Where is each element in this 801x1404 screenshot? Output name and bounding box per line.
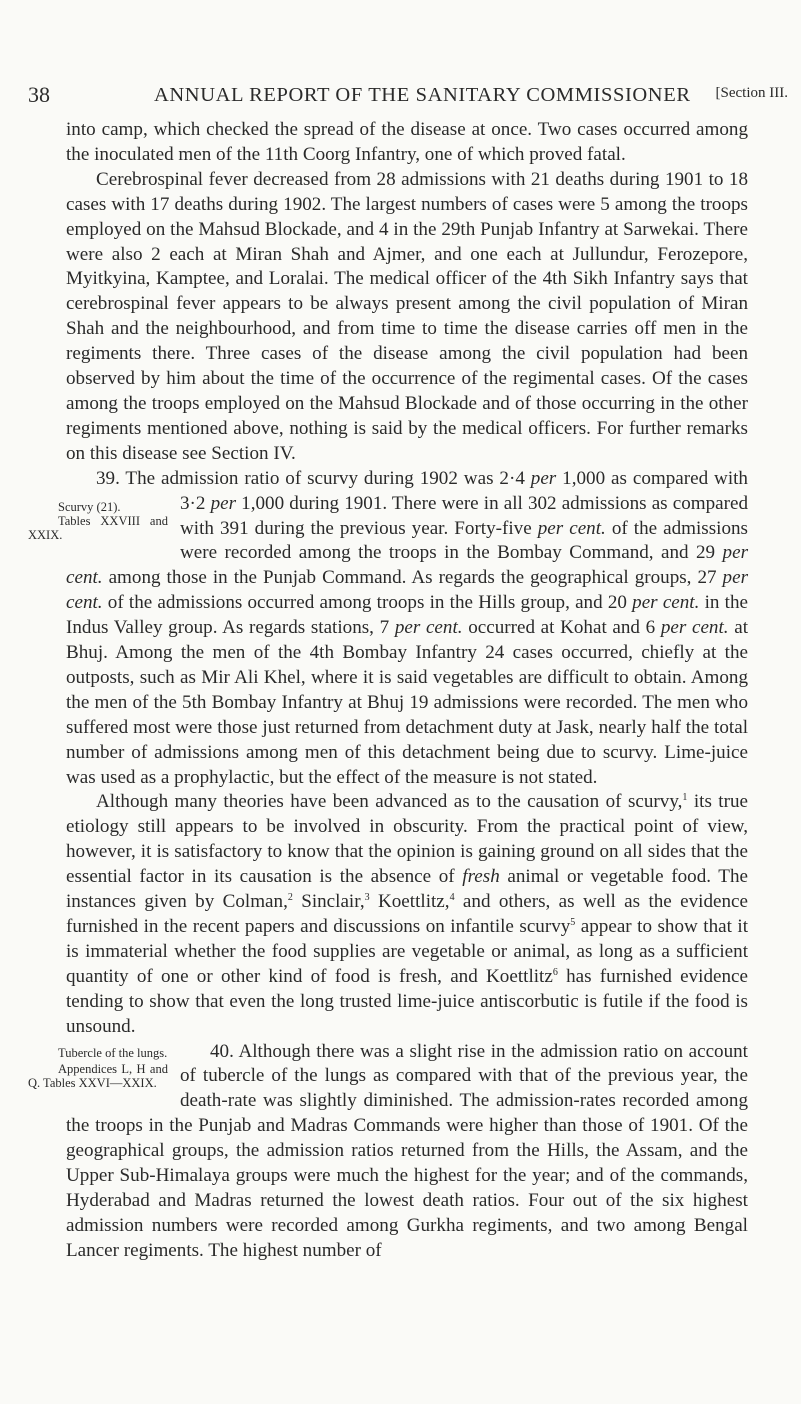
footnote-ref: 2 [287,892,293,904]
paragraph-plague-continued: into camp, which checked the spread of the disease at once. Two cases occurred among the inoculated men of the 11th Coorg Infantry, one of which proved fatal. [66,119,748,165]
margin-note-ref: Tables XXVIII and XXIX. [28,513,168,542]
footnote-ref: 6 [552,966,558,978]
margin-note-scurvy [28,492,168,544]
paragraph-tubercle: Tubercle of the lungs. Appendices L, H and Q. Tables XXVI—XXIX. 40. Although there was a slight rise in the admission ratio on account of tubercle of the lungs as compared with that of the previous year, the death-rate was slightly diminished. The admission-rates recorded among the troops in the Punjab and Madras Commands were higher than those of 1901. Of the geographical groups, the admission ratios returned from the Hills, the Assam, and the Upper Sub-Himalaya groups were much the highest for the year; and of the commands, Hyderabad and Madras returned the lowest death ratios. Four out of the six highest admission numbers were recorded among Gurkha regiments, and two among Bengal Lancer regiments. The highest number of [28,1040,748,1261]
paragraph-scurvy-etiology: Although many theories have been advanced as to the causation of scurvy,$^1$ its true etiology still appears to be involved in obscurity. From the practical point of view, however, it is satisfactory to know that the opinion is gaining ground on all sides that the essential factor in its causation is the absence of fresh animal or vegetable food. The instances given by Colman,$^2$ Sinclair,$^3$ Koettlitz,$^4$ and others, as well as the evidence furnished in the recent papers and discussions on infantile scurvy$^5$ appear to show that it is immaterial whether the food supplies are vegetable or animal, as long as a sufficient quantity of one or other kind of food is fresh, and Koettlitz$^6$ has furnished evidence tending to show that even the long trusted lime-juice antiscorbutic is futile if the food is unsound. [66,791,749,1037]
footnote-ref: 4 [449,892,455,904]
margin-note-title: Scurvy (21). [58,499,121,514]
footnote-ref: 1 [682,792,688,804]
margin-note-ref: Appendices L, H and Q. Tables XXVI—XXIX. [28,1061,168,1090]
margin-note-tubercle [28,1040,168,1110]
running-header [28,82,788,107]
margin-note-title: Tubercle of the lungs. [58,1045,168,1060]
report-title: ANNUAL REPORT OF THE SANITARY COMMISSIONER [154,84,691,106]
footnote-ref: 5 [570,917,576,928]
section-label: [Section III. [715,85,788,101]
page-number: 38 [28,82,50,107]
paragraph-cerebrospinal-fever: Cerebrospinal fever decreased from 28 admissions with 21 deaths during 1901 to 18 cases with 17 deaths during 1902. The largest numbers of cases were 5 among the troops employed on the Mahsud Blockade, and 4 in the 29th Punjab Infantry at Sarwekai. There were also 2 each at Miran Shah and Ajmer, and one each at Jullundur, Ferozepore, Myitkyina, Kamptee, and Loralai. The medical officer of the 4th Sikh Infantry says that cerebrospinal fever appears to be always present among the civil population of Miran Shah and the neighbourhood, and from time to time the disease carries off men in the regiments there. Three cases of the disease among the civil population had been observed by him about the time of the occurrence of the regimental cases. Of the cases among the troops employed on the Mahsud Blockade and of those occurring in the other regiments mentioned above, nothing is said by the medical officers. For further remarks on this disease see Section IV. [66,168,748,464]
footnote-ref: 3 [364,892,370,904]
paragraph-scurvy: 39. The admission ratio of scurvy during 1902 was 2·4 per 1,000 as compared with 3·2 Scurvy (21). Tables XXVIII and XXIX. per 1,000 during 1901. There were in all 302 admissions as compared with 391 during the previous year. Forty-five per cent. of the admissions were recorded among the troops in the Bombay Command, and 29 per cent. among those in the Punjab Command. As regards the geographical groups, 27 per cent. of the admissions occurred among troops in the Hills group, and 20 per cent. in the Indus Valley group. As regards stations, 7 per cent. occurred at Kohat and 6 per cent. at Bhuj. Among the men of the 4th Bombay Infantry 24 cases occurred, chiefly at the outposts, such as Mir Ali Khel, where it is said vegetables are difficult to obtain. Among the men of the 5th Bombay Infantry at Bhuj 19 admissions were recorded. The men who suffered most were those just returned from detachment duty at Jask, nearly half the total number of admissions among men of this detachment being due to scurvy. Lime-juice was used as a prophylactic, but the effect of the measure is not stated. [28,467,749,788]
body-text [28,118,749,1264]
